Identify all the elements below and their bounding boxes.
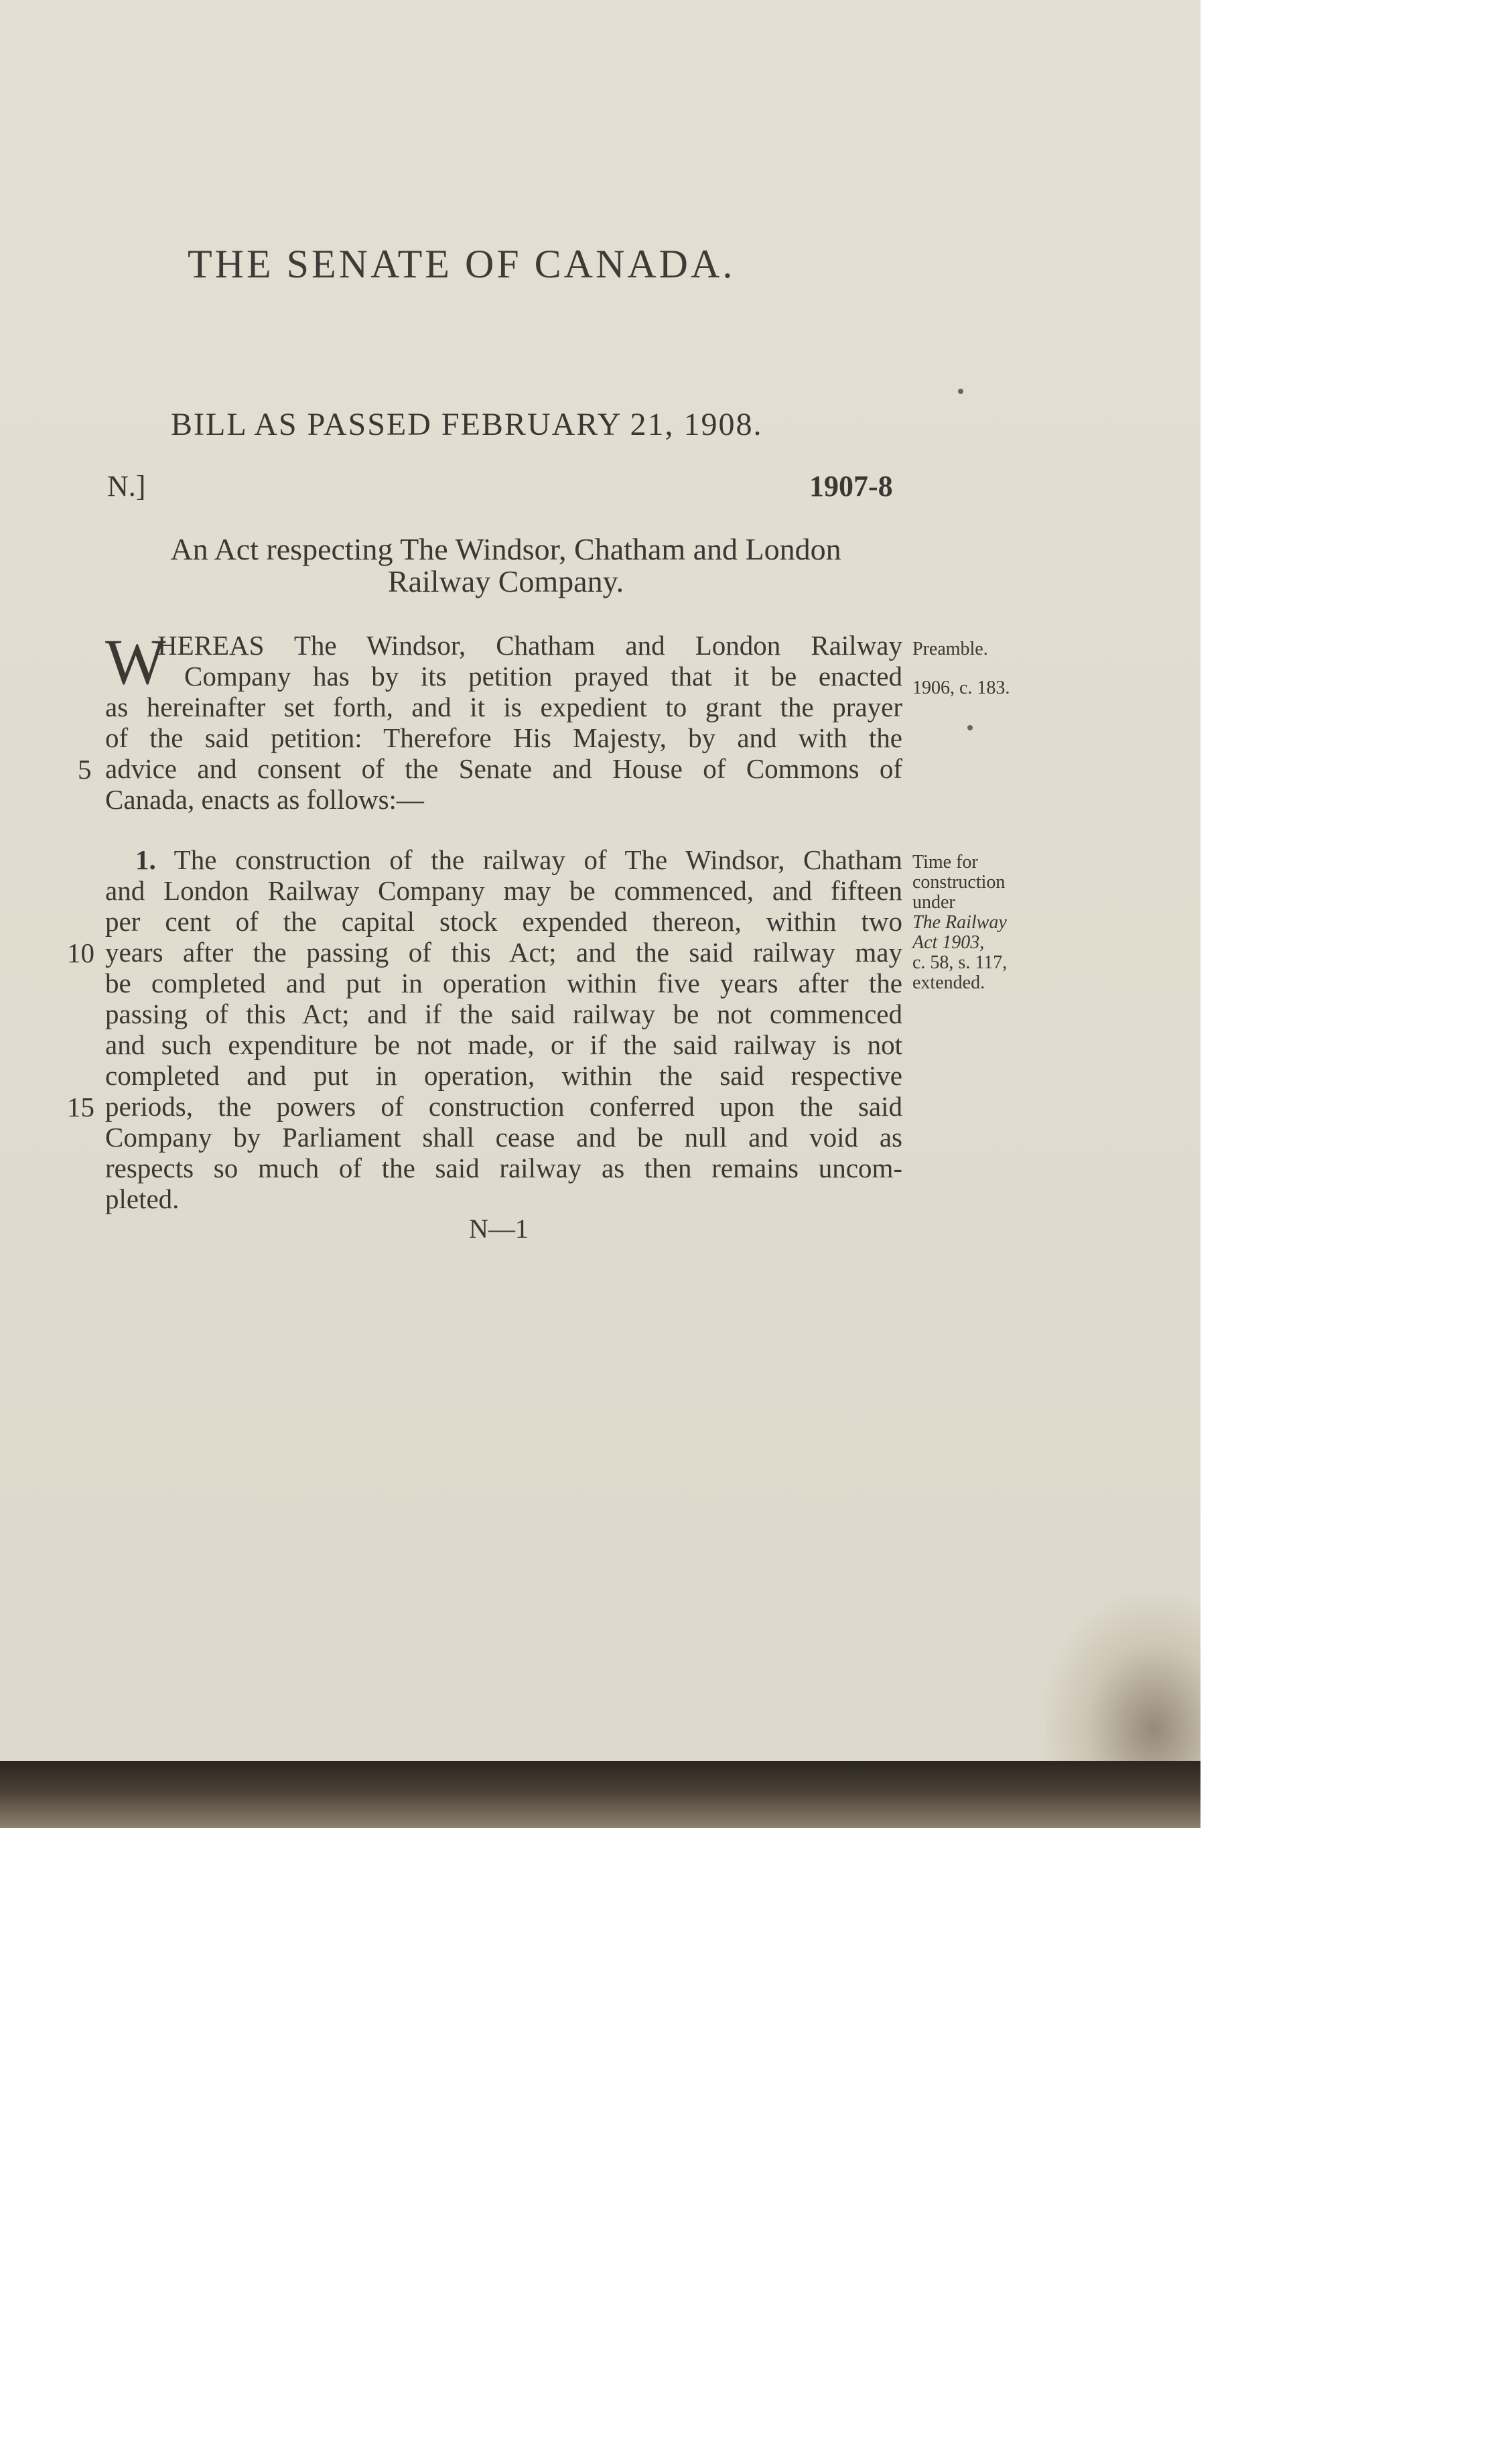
preamble-line: Company has by its petition prayed that it be enacted [184, 661, 902, 692]
section-line: periods, the powers of construction conferred upon the said [105, 1091, 902, 1122]
drop-cap: W [105, 626, 166, 698]
section-line: and such expenditure be not made, or if the said railway is not [105, 1029, 902, 1060]
preamble-line: HEREAS The Windsor, Chatham and London Railway [157, 630, 902, 661]
section-line: passing of this Act; and if the said railway be not commenced [105, 998, 902, 1029]
margin-note-line: The Railway [912, 912, 1007, 933]
margin-note-line: c. 58, s. 117, [912, 952, 1008, 973]
section-line: years after the passing of this Act; and the said railway may [105, 937, 902, 968]
margin-note-line: under [912, 892, 955, 913]
act-title [107, 533, 904, 598]
institution-heading: THE SENATE OF CANADA. [188, 242, 736, 286]
section-line-text: The construction of the railway of The Windsor, Chatham [174, 844, 902, 875]
margin-note-line: Act 1903, [912, 932, 985, 953]
preamble-line: as hereinafter set forth, and it is expedient to grant the prayer [105, 692, 902, 722]
margin-note-preamble: Preamble. [912, 639, 988, 659]
section-line: respects so much of the said railway as then remains uncom- [105, 1153, 902, 1183]
session-label: 1907-8 [809, 470, 893, 503]
line-number: 10 [67, 937, 94, 968]
scan-shadow-edge [0, 1761, 1200, 1828]
section-1-paragraph [105, 844, 902, 1214]
preamble-paragraph [105, 626, 902, 815]
section-line: be completed and put in operation within five years after the [105, 968, 902, 998]
margin-note-line: construction [912, 872, 1006, 893]
line-number: 15 [67, 1092, 94, 1122]
margin-note-section-1 [912, 852, 1007, 993]
margin-note-line: Time for [912, 852, 978, 872]
section-line [105, 844, 902, 875]
paper-speck [967, 725, 973, 730]
preamble-line: of the said petition: Therefore His Majesty, by and with the [105, 722, 902, 753]
line-number: 5 [78, 754, 92, 785]
section-line: and London Railway Company may be commenced, and fifteen [105, 875, 902, 906]
preamble-line: advice and consent of the Senate and House of Commons of [105, 753, 902, 784]
bill-code: N.] [107, 470, 146, 503]
section-line: per cent of the capital stock expended thereon, within two [105, 906, 902, 937]
margin-note-line: extended. [912, 972, 985, 993]
margin-citation: 1906, c. 183. [912, 677, 1010, 698]
section-line: pleted. [105, 1183, 180, 1214]
act-title-line: Railway Company. [387, 564, 624, 598]
paper-speck [958, 389, 963, 394]
section-number: 1. [135, 844, 156, 875]
preamble-line: Canada, enacts as follows:— [105, 784, 424, 815]
passed-date-heading: BILL AS PASSED FEBRUARY 21, 1908. [171, 407, 763, 442]
section-line: Company by Parliament shall cease and be null and void as [105, 1122, 902, 1153]
section-line: completed and put in operation, within the said respective [105, 1060, 902, 1091]
act-title-line: An Act respecting The Windsor, Chatham and London [170, 532, 841, 566]
page-id: N—1 [469, 1214, 529, 1244]
water-stain [1045, 1595, 1200, 1762]
